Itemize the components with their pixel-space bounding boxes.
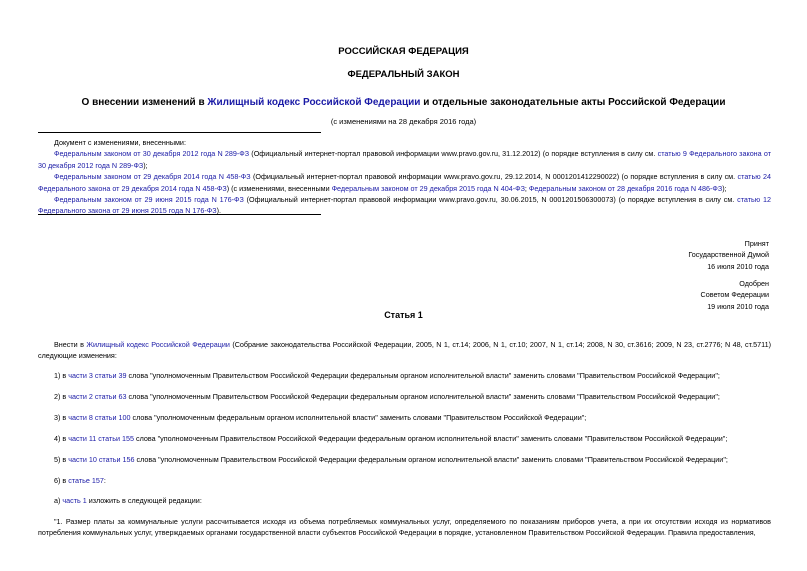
item-5-pre: 5) в (54, 455, 69, 464)
item-2-pre: 2) в (54, 392, 69, 401)
change-item-3-end: ). (216, 206, 221, 216)
change-item-2 (38, 171, 771, 194)
part-3-article-39-link[interactable]: части 3 статьи 39 (68, 371, 127, 380)
part-10-article-156-link[interactable]: части 10 статьи 156 (68, 455, 135, 464)
top-divider (38, 132, 321, 133)
law-title (0, 97, 807, 108)
title-pre: О внесении изменений в (81, 97, 208, 108)
item-3-post: слова "уполномоченным федеральным органом исполнительной власти" заменить словами "Правительством Российской Федерации"; (130, 413, 587, 422)
item-6-post: : (103, 476, 106, 485)
item-6-pre: 6) в (54, 476, 69, 485)
law-176-article-link[interactable]: статью 12 Федерального закона от 29 июня 2015 года N 176-ФЗ (38, 195, 771, 216)
item-3-pre: 3) в (54, 413, 69, 422)
council-approval (701, 278, 769, 312)
change-item-2-sep: ; (524, 183, 529, 193)
amendment-item-2 (38, 391, 771, 402)
article-heading: Статья 1 (384, 310, 423, 320)
amendment-item-1 (38, 370, 771, 381)
housing-code-link[interactable]: Жилищный кодекс Российской Федерации (207, 97, 421, 108)
changes-intro: Документ с изменениями, внесенными: (54, 138, 186, 147)
amendment-item-3 (38, 412, 771, 423)
quoted-text (38, 516, 771, 539)
duma-adoption (688, 238, 769, 272)
law-486-link[interactable]: Федеральным законом от 28 декабря 2016 года N 486-ФЗ (528, 183, 723, 193)
article-intro (38, 339, 771, 362)
change-item-2-text: (Официальный интернет-портал правовой информации www.pravo.gov.ru, 29.12.2014, N 0001201412290022) (о порядке вступления в силу см. (250, 172, 738, 182)
law-458-link[interactable]: Федеральным законом от 29 декабря 2014 года N 458-ФЗ (54, 172, 251, 182)
amendment-item-6 (38, 475, 771, 486)
changes-block (38, 137, 771, 217)
item-1-post: слова "уполномоченным Правительством Российской Федерации федеральным органом исполнительной власти" заменить словами "Правительством Российской Федерации"; (126, 371, 720, 380)
law-176-link[interactable]: Федеральным законом от 29 июня 2015 года N 176-ФЗ (54, 195, 244, 205)
change-item-2-text-b: ) (с изменениями, внесенными (226, 183, 332, 193)
law-289-link[interactable]: Федеральным законом от 30 декабря 2012 года N 289-ФЗ (54, 149, 250, 159)
bottom-divider (38, 214, 321, 215)
amendment-item-5 (38, 454, 771, 465)
intro-post: (Собрание законодательства Российской Федерации, 2005, N 1, ст.14; 2006, N 1, ст.10; 2007, N 1, ст.14; 2008, N 30, ст.3616; 2009, N 23, ст.2776; N 48, ст.5711) следующие изменения: (38, 340, 771, 361)
item-4-post: слова "уполномоченным Правительством Российской Федерации федеральным органом исполнительной власти" заменить словами "Правительством Российской Федерации"; (133, 434, 728, 443)
item-1-pre: 1) в (54, 371, 69, 380)
part-2-article-63-link[interactable]: части 2 статьи 63 (68, 392, 127, 401)
law-458-article-link[interactable]: статью 24 Федерального закона от 29 декабря 2014 года N 458-ФЗ (38, 172, 771, 193)
part-8-article-100-link[interactable]: части 8 статьи 100 (68, 413, 131, 422)
amendment-item-4 (38, 433, 771, 444)
federation-heading: РОССИЙСКАЯ ФЕДЕРАЦИЯ (338, 46, 469, 57)
part-1-link[interactable]: часть 1 (62, 496, 87, 505)
council-date: 19 июля 2010 года (707, 301, 769, 311)
article-157-link[interactable]: статье 157 (68, 476, 104, 485)
accepted-label: Принят (744, 239, 769, 248)
duma-label: Государственной Думой (688, 250, 769, 260)
subitem-a-pre: а) (54, 496, 63, 505)
intro-pre: Внести в (54, 340, 87, 349)
title-post: и отдельные законодательные акты Российской Федерации (420, 97, 726, 108)
law-404-link[interactable]: Федеральным законом от 29 декабря 2015 года N 404-ФЗ (331, 183, 525, 193)
change-item-2-end: ); (722, 183, 727, 193)
item-2-post: слова "уполномоченным Правительством Российской Федерации федеральным органом исполнительной власти" заменить словами "Правительством Российской Федерации"; (126, 392, 720, 401)
housing-code-link-2[interactable]: Жилищный кодекс Российской Федерации (86, 340, 230, 349)
approved-label: Одобрен (739, 279, 769, 288)
law-type-heading: ФЕДЕРАЛЬНЫЙ ЗАКОН (347, 69, 460, 80)
item-5-post: слова "уполномоченным Правительством Российской Федерации федеральным органом исполнительной власти" заменить словами "Правительством Российской Федерации"; (134, 455, 728, 464)
part-11-article-155-link[interactable]: части 11 статьи 155 (68, 434, 134, 443)
change-item-3-text: (Официальный интернет-портал правовой информации www.pravo.gov.ru, 30.06.2015, N 0001201506300073) (о порядке вступления в силу см. (243, 195, 738, 205)
change-item-1-text: (Официальный интернет-портал правовой информации www.pravo.gov.ru, 31.12.2012) (о порядке вступления в силу см. (249, 149, 658, 159)
council-label: Советом Федерации (700, 290, 769, 300)
subitem-a-post: изложить в следующей редакции: (86, 496, 202, 505)
change-item-1 (38, 148, 771, 171)
item-4-pre: 4) в (54, 434, 69, 443)
amendment-date-note: (с изменениями на 28 декабря 2016 года) (330, 117, 477, 126)
quote-paragraph: "1. Размер платы за коммунальные услуги рассчитывается исходя из объема потребляемых коммунальных услуг, определяемого по показаниям приборов учета, а при их отсутствии исходя из нормативов потребления коммунальных услуг, утверждаемых органами государственной власти субъектов Российской Федерации в порядке, установленном Правительством Российской Федерации. Правила предоставления, (38, 517, 771, 538)
change-item-1-end: ); (143, 160, 148, 170)
duma-date: 16 июля 2010 года (707, 261, 769, 271)
amendment-subitem-a (38, 495, 771, 506)
law-289-article-link[interactable]: статью 9 Федерального закона от 30 декабря 2012 года N 289-ФЗ (38, 149, 772, 170)
